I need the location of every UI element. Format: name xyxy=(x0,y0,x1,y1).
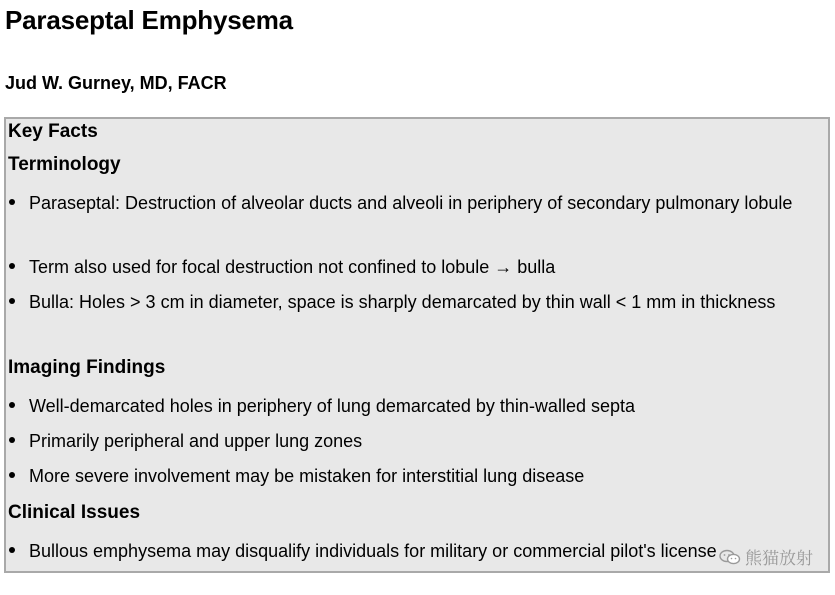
wechat-icon xyxy=(719,549,741,565)
bullet-icon xyxy=(9,472,15,478)
bullet-icon xyxy=(9,402,15,408)
key-facts-box xyxy=(4,117,830,573)
bullet-text: Term also used for focal destruction not confined to lobule → bulla xyxy=(29,257,556,277)
bullet-icon xyxy=(9,437,15,443)
bullet-text: Bullous emphysema may disqualify individuals for military or commercial pilot's license xyxy=(29,541,717,561)
page-title: Paraseptal Emphysema xyxy=(5,5,293,35)
watermark-text: 熊猫放射 xyxy=(745,549,813,569)
section-heading-imaging-findings: Imaging Findings xyxy=(8,357,166,378)
bullet-text: Primarily peripheral and upper lung zones xyxy=(29,431,363,451)
bullet-icon xyxy=(9,199,15,205)
watermark xyxy=(719,544,813,569)
bullet-icon xyxy=(9,298,15,304)
bullet-text: More severe involvement may be mistaken for interstitial lung disease xyxy=(29,466,585,486)
key-facts-heading: Key Facts xyxy=(8,121,98,142)
bullet-icon xyxy=(9,263,15,269)
bullet-text: Well-demarcated holes in periphery of lung demarcated by thin-walled septa xyxy=(29,396,635,416)
bullet-text: Bulla: Holes > 3 cm in diameter, space is sharply demarcated by thin wall < 1 mm in thickness xyxy=(29,292,776,312)
bullet-icon xyxy=(9,547,15,553)
author-line: Jud W. Gurney, MD, FACR xyxy=(5,73,227,93)
section-heading-terminology: Terminology xyxy=(8,154,121,175)
section-heading-clinical-issues: Clinical Issues xyxy=(8,502,141,523)
bullet-text: Paraseptal: Destruction of alveolar ducts and alveoli in periphery of secondary pulmonary lobule xyxy=(29,193,793,213)
